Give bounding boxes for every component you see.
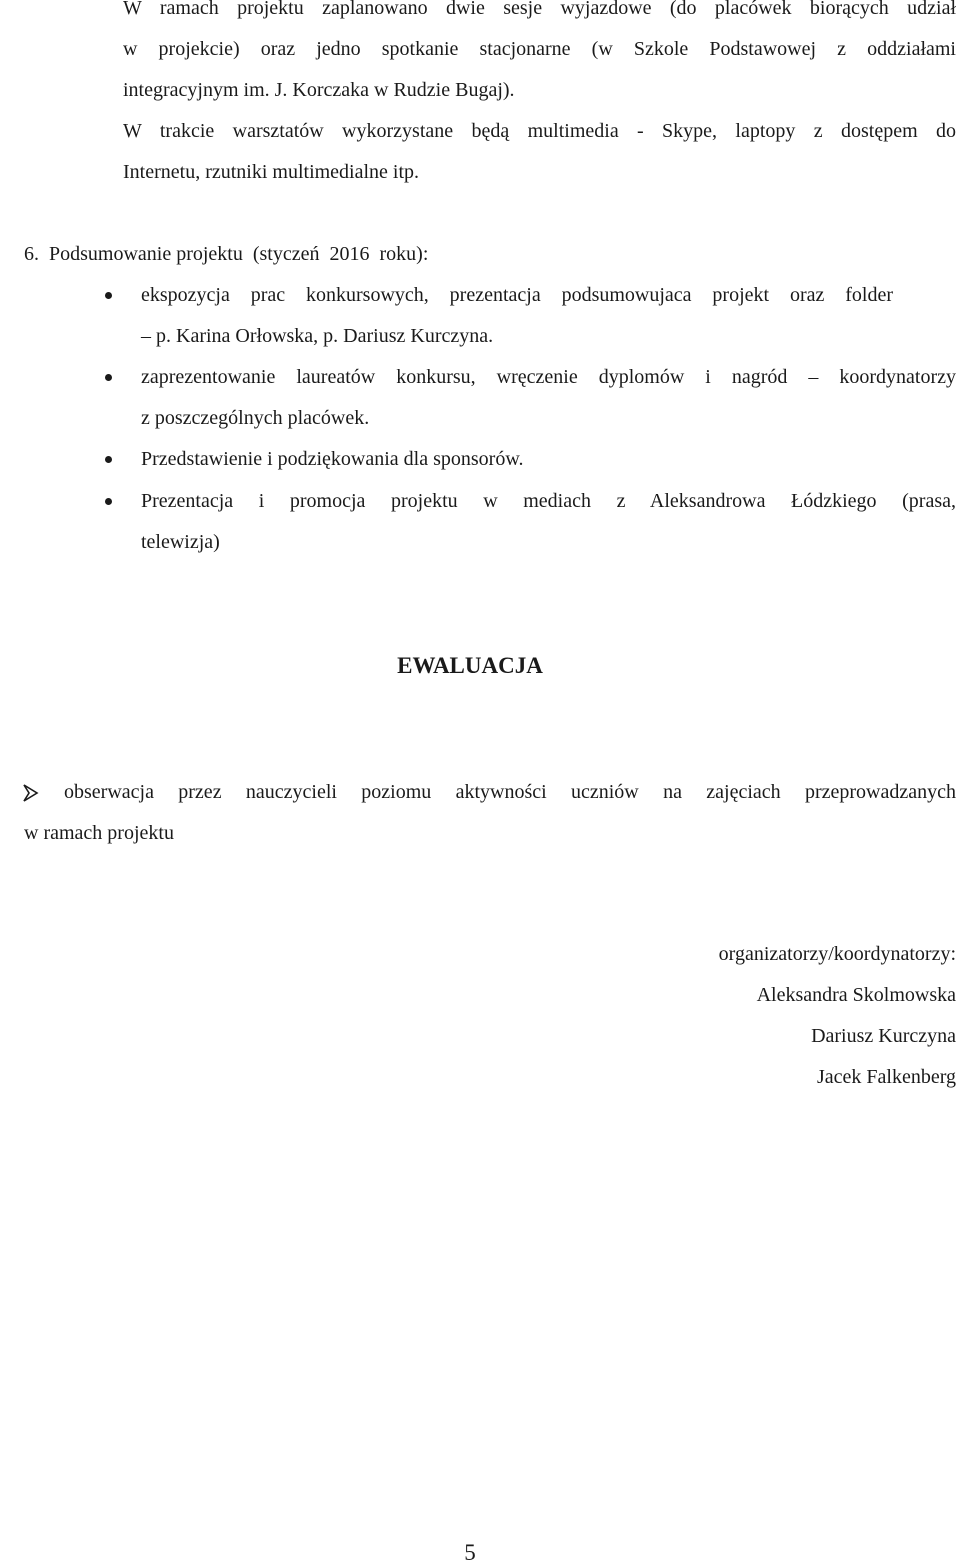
bullet-dot-icon [105, 498, 112, 505]
bullet-dot-icon [105, 292, 112, 299]
intro-line: integracyjnym im. J. Korczaka w Rudzie Bugaj). [123, 79, 515, 101]
list-item-line: Prezentacja i promocja projektu w mediach z Aleksandrowa Łódzkiego (prasa, [141, 490, 956, 512]
arrow-bullet-icon [22, 783, 40, 803]
page-number: 5 [464, 1540, 476, 1565]
bullet-dot-icon [105, 374, 112, 381]
organizer-name: Jacek Falkenberg [816, 1066, 956, 1088]
organizer-name: Aleksandra Skolmowska [756, 984, 956, 1006]
intro-line: w projekcie) oraz jedno spotkanie stacjonarne (w Szkole Podstawowej z oddziałami [123, 38, 956, 60]
bullet-dot-icon [105, 456, 112, 463]
organizer-name: Dariusz Kurczyna [811, 1025, 956, 1047]
evaluation-heading: EWALUACJA [397, 653, 543, 678]
list-item-line: ekspozycja prac konkursowych, prezentacja podsumowujaca projekt oraz folder [141, 284, 893, 306]
evaluation-item-line: obserwacja przez nauczycieli poziomu aktywności uczniów na zajęciach przeprowadzanych [64, 781, 956, 803]
list-item-line: – p. Karina Orłowska, p. Dariusz Kurczyna. [141, 325, 494, 347]
list-item-line: telewizja) [141, 531, 220, 553]
intro-line: W ramach projektu zaplanowano dwie sesje wyjazdowe (do placówek biorących udział [123, 0, 956, 19]
intro-line: Internetu, rzutniki multimedialne itp. [123, 161, 420, 183]
organizers-label: organizatorzy/koordynatorzy: [718, 943, 956, 965]
section-6-heading: 6. Podsumowanie projektu (styczeń 2016 roku): [24, 243, 429, 265]
intro-line: W trakcie warsztatów wykorzystane będą multimedia - Skype, laptopy z dostępem do [123, 120, 956, 142]
list-item-line: z poszczególnych placówek. [141, 407, 370, 429]
list-item-line: Przedstawienie i podziękowania dla sponsorów. [141, 448, 524, 470]
evaluation-item-line: w ramach projektu [24, 822, 174, 844]
list-item-line: zaprezentowanie laureatów konkursu, wręczenie dyplomów i nagród – koordynatorzy [141, 366, 956, 388]
